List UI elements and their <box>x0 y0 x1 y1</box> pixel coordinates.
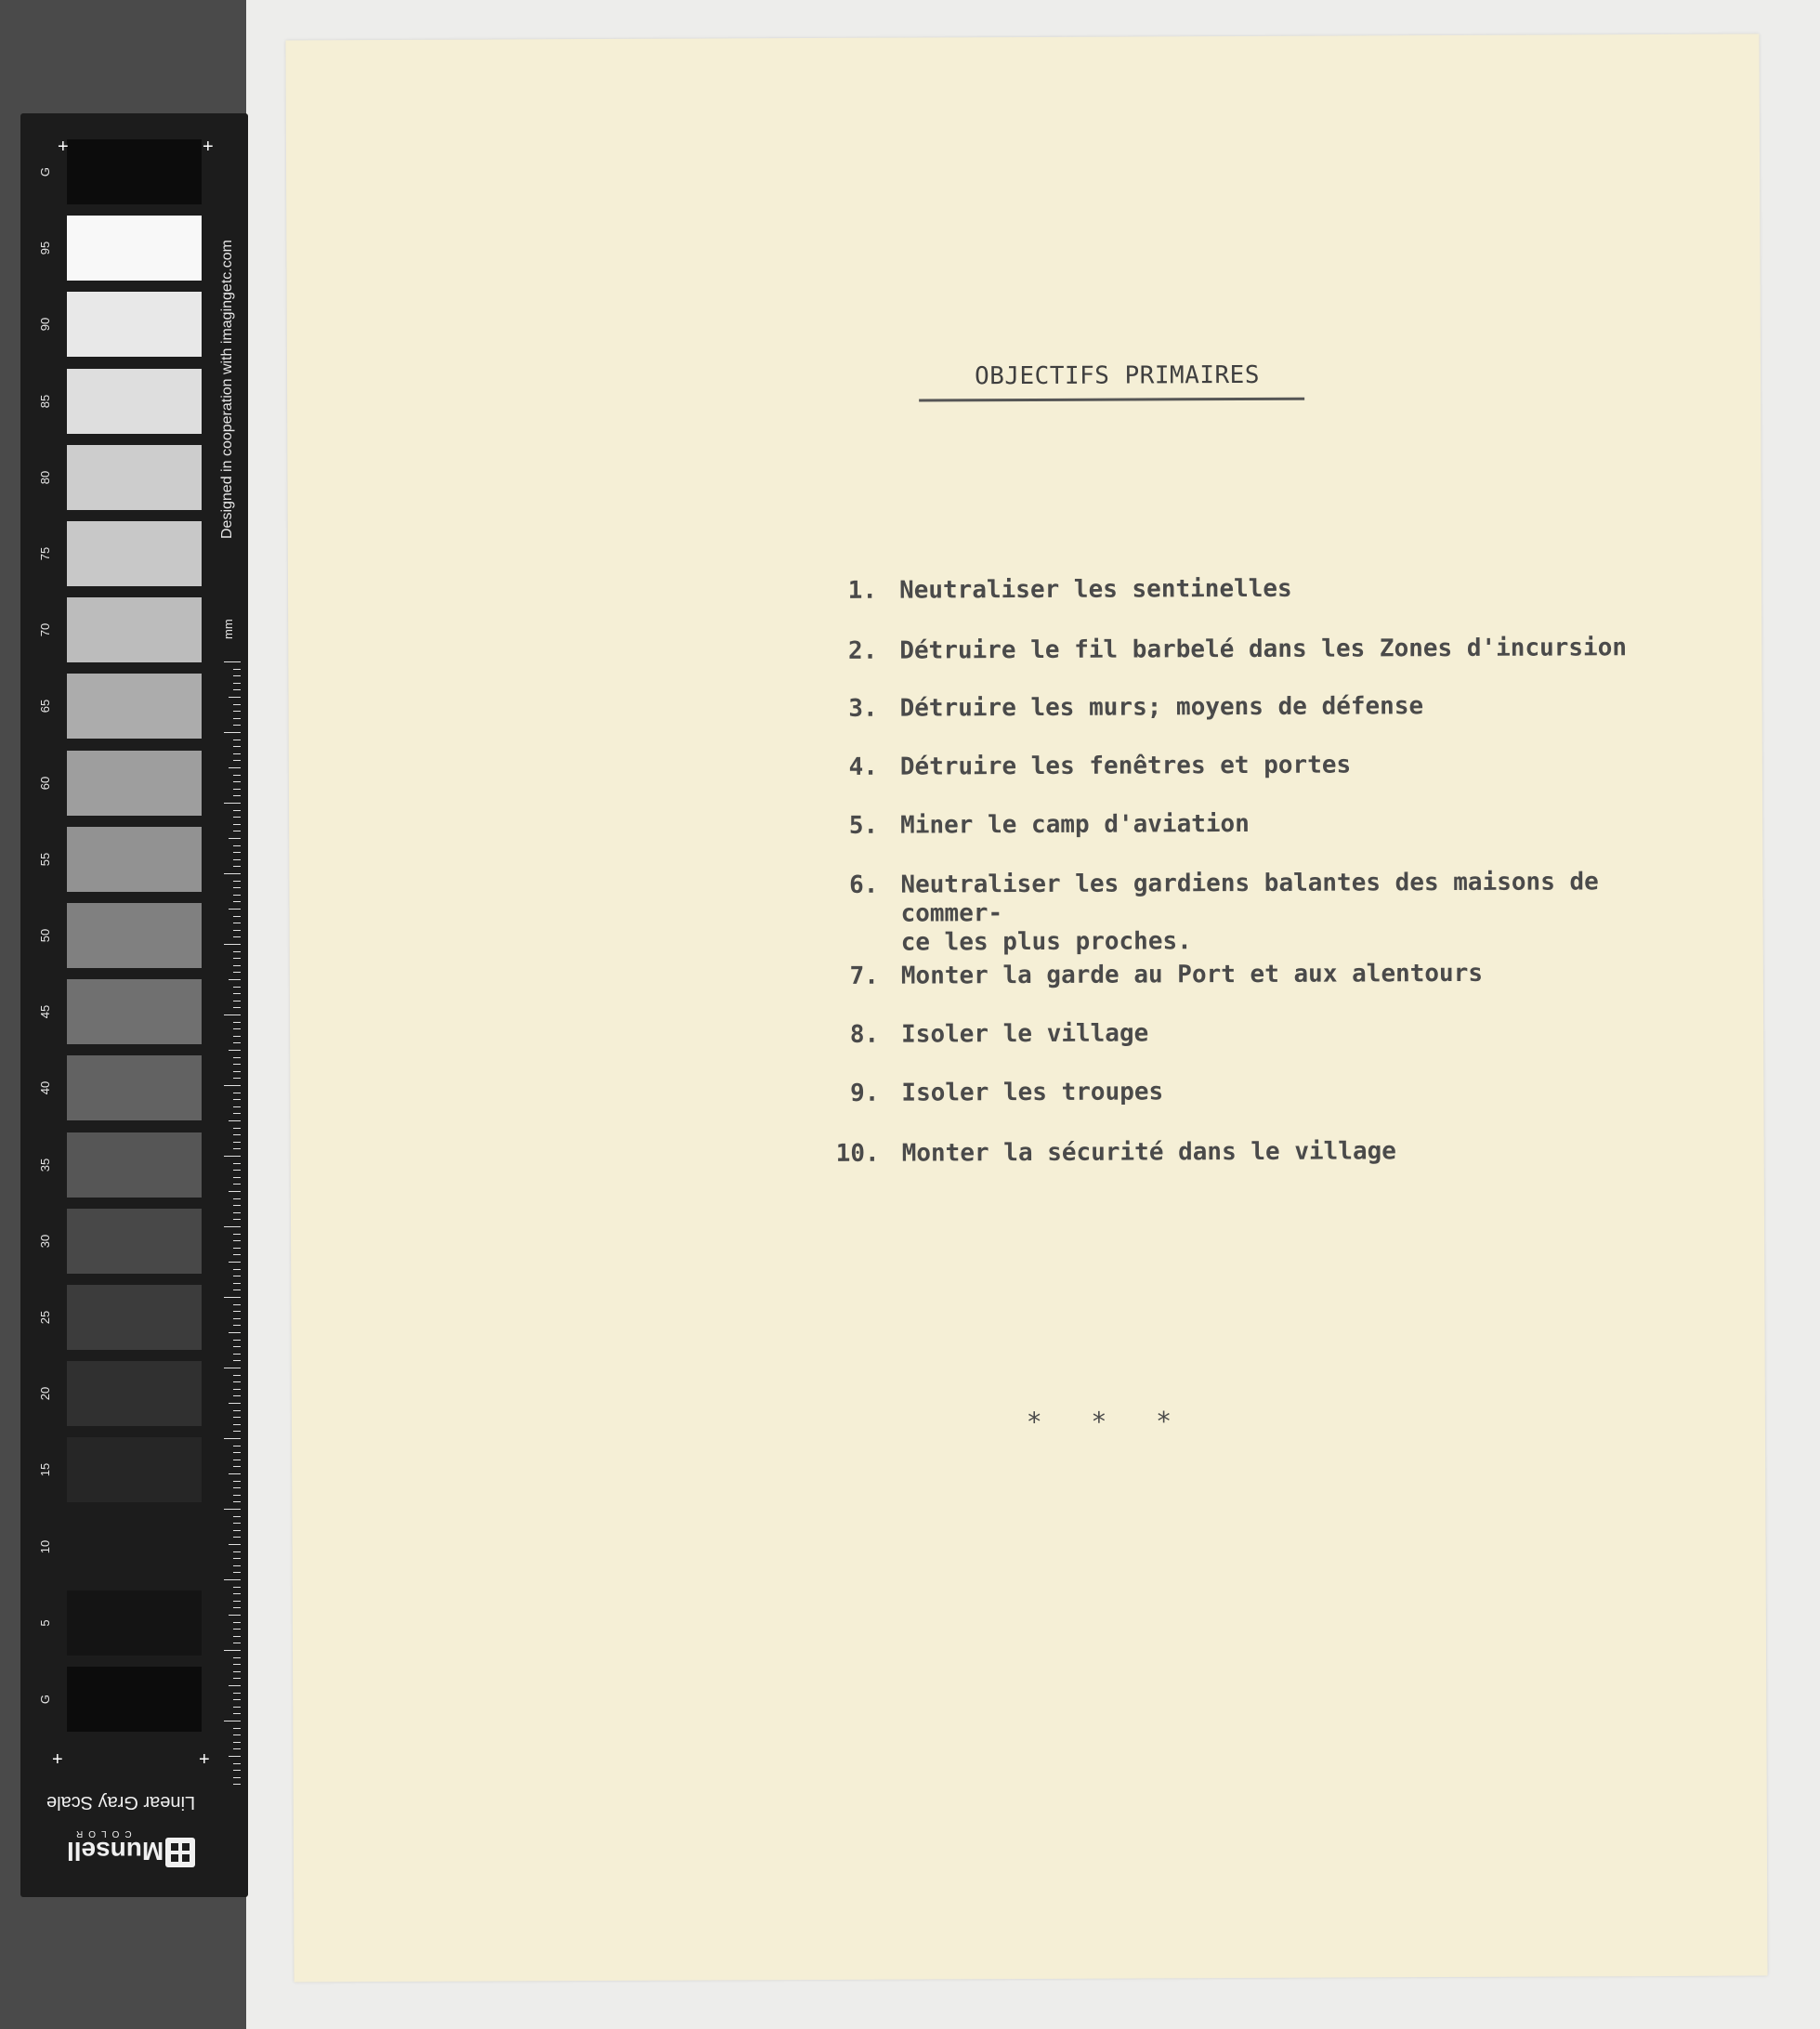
ruler-tick <box>229 1120 241 1121</box>
list-item <box>826 808 1699 840</box>
gray-patch <box>67 1285 202 1350</box>
ruler-tick <box>233 1113 241 1114</box>
ruler-tick <box>224 1156 241 1157</box>
ruler-tick <box>233 1770 241 1771</box>
item-number: 4. <box>848 753 878 781</box>
title-underline <box>919 398 1304 402</box>
ruler-tick <box>233 916 241 917</box>
item-text: Neutraliser les gardiens balantes des maisons de commer- ce les plus proches. <box>900 868 1599 957</box>
munsell-logo-icon <box>165 1838 195 1867</box>
item-text: Détruire les murs; moyens de défense <box>899 692 1424 723</box>
item-text: Neutraliser les sentinelles <box>898 574 1292 605</box>
ruler-tick <box>233 1565 241 1566</box>
gray-patch-label: 5 <box>38 1619 52 1627</box>
ruler-tick <box>224 1014 241 1015</box>
gray-patch <box>67 445 202 510</box>
gray-patch-label: 25 <box>38 1310 52 1325</box>
gray-patch <box>67 1132 202 1198</box>
ruler-tick <box>233 1128 241 1129</box>
ruler-tick <box>229 979 241 980</box>
item-text: Monter la sécurité dans le village <box>901 1137 1396 1168</box>
ruler-tick <box>233 845 241 846</box>
ruler-tick <box>233 1742 241 1743</box>
ruler-tick <box>233 1657 241 1658</box>
item-text: Détruire les fenêtres et portes <box>899 751 1352 781</box>
ruler-tick <box>233 1234 241 1235</box>
ruler-tick <box>233 866 241 867</box>
scale-title: Linear Gray Scale <box>46 1792 196 1813</box>
plus-mark-icon: + <box>58 137 69 157</box>
gray-patch-label: G <box>38 1694 52 1705</box>
gray-patch-label: G <box>38 166 52 177</box>
gray-patch-label: 95 <box>38 241 52 255</box>
ruler-tick <box>233 1424 241 1425</box>
ruler-tick <box>233 1022 241 1023</box>
gray-patch <box>67 1437 202 1502</box>
ruler-tick <box>233 1487 241 1488</box>
ruler-tick <box>233 1325 241 1326</box>
ruler-tick <box>233 1318 241 1319</box>
gray-patch <box>67 139 202 204</box>
gray-patch-label: 45 <box>38 1004 52 1019</box>
ruler-tick <box>233 1587 241 1588</box>
item-text: Détruire le fil barbelé dans les Zones d'incursion <box>899 634 1628 665</box>
ruler-tick <box>233 1198 241 1199</box>
ruler-tick <box>233 1106 241 1107</box>
ruler-tick <box>233 1784 241 1785</box>
plus-mark-icon: + <box>199 1749 210 1770</box>
list-item <box>827 1076 1700 1107</box>
list-item <box>826 691 1699 723</box>
ruler-tick <box>233 1763 241 1764</box>
ruler-tick <box>233 1530 241 1531</box>
ruler-tick <box>233 1346 241 1347</box>
ruler-tick <box>233 1601 241 1602</box>
ruler-tick <box>224 873 241 874</box>
ruler-tick <box>233 1311 241 1312</box>
ruler-tick <box>233 711 241 712</box>
ruler-tick <box>233 930 241 931</box>
ruler-tick <box>233 1607 241 1608</box>
mm-ruler <box>206 661 248 1813</box>
gray-patch-label: 55 <box>38 852 52 867</box>
gray-patch-label: 75 <box>38 546 52 561</box>
ruler-tick <box>233 795 241 796</box>
ruler-tick <box>233 753 241 754</box>
ruler-tick <box>233 859 241 860</box>
ruler-tick <box>233 1693 241 1694</box>
ruler-tick <box>233 817 241 818</box>
ruler-tick <box>233 789 241 790</box>
ruler-tick <box>233 895 241 896</box>
ruler-tick <box>229 767 241 768</box>
ruler-tick <box>233 1036 241 1037</box>
ruler-tick <box>233 1042 241 1043</box>
ruler-tick <box>229 1332 241 1333</box>
ruler-tick <box>233 1748 241 1749</box>
ruler-tick <box>229 1685 241 1686</box>
ruler-tick <box>224 1579 241 1580</box>
list-item <box>825 634 1698 665</box>
gray-patch-label: 10 <box>38 1539 52 1553</box>
ruler-tick <box>233 775 241 776</box>
ruler-tick <box>233 1410 241 1411</box>
item-number: 2. <box>847 636 878 665</box>
ruler-tick <box>224 1085 241 1086</box>
ruler-tick <box>233 1163 241 1164</box>
gray-patch <box>67 827 202 892</box>
plus-mark-icon: + <box>203 137 214 157</box>
ruler-tick <box>233 1028 241 1029</box>
ruler-tick <box>229 838 241 839</box>
list-item <box>825 573 1698 605</box>
item-number: 1. <box>847 576 878 605</box>
gray-patch <box>67 1667 202 1732</box>
ruler-tick <box>233 1516 241 1517</box>
ruler-tick <box>229 1544 241 1545</box>
list-item <box>826 868 1699 957</box>
ruler-tick <box>233 1148 241 1149</box>
ruler-tick <box>233 958 241 959</box>
ruler-tick <box>233 1142 241 1143</box>
ruler-tick <box>229 909 241 910</box>
gray-patch <box>67 1055 202 1120</box>
gray-patch-label: 30 <box>38 1234 52 1249</box>
ruler-tick <box>233 1395 241 1396</box>
ruler-tick <box>233 1212 241 1213</box>
ruler-tick <box>224 1297 241 1298</box>
ruler-tick <box>233 951 241 952</box>
ruler-tick <box>233 725 241 726</box>
ruler-tick <box>233 1064 241 1065</box>
ruler-tick <box>233 1671 241 1672</box>
gray-patch <box>67 597 202 662</box>
page-title: OBJECTIFS PRIMAIRES <box>974 360 1261 391</box>
ruler-tick <box>233 1728 241 1729</box>
gray-patch <box>67 369 202 434</box>
item-number: 3. <box>848 694 878 723</box>
ruler-tick <box>233 1734 241 1735</box>
gray-patch-label: 90 <box>38 318 52 332</box>
ruler-tick <box>233 1664 241 1665</box>
brand-name: Munsell <box>67 1837 164 1865</box>
gray-scale-card <box>20 113 248 1897</box>
ruler-tick <box>233 1777 241 1778</box>
ruler-tick <box>233 887 241 888</box>
ruler-tick <box>233 1707 241 1708</box>
ruler-tick <box>233 746 241 747</box>
ruler-tick <box>233 1134 241 1135</box>
ruler-tick <box>233 669 241 670</box>
ruler-tick <box>233 1629 241 1630</box>
ruler-tick <box>233 1537 241 1538</box>
ruler-tick <box>233 704 241 705</box>
ruler-tick <box>233 1452 241 1453</box>
ruler-tick <box>224 803 241 804</box>
ruler-tick <box>233 901 241 902</box>
ruler-tick <box>229 697 241 698</box>
item-number: 5. <box>848 811 879 840</box>
ruler-tick <box>233 1177 241 1178</box>
ruler-tick <box>233 824 241 825</box>
brand-subtitle: COLOR <box>71 1828 132 1839</box>
gray-patch-label: 50 <box>38 928 52 943</box>
ruler-tick <box>233 1699 241 1700</box>
list-item <box>826 750 1699 781</box>
end-mark: * * * <box>1026 1406 1189 1438</box>
ruler-tick <box>233 1354 241 1355</box>
ruler-tick <box>233 1283 241 1284</box>
list-item <box>827 1017 1700 1049</box>
ruler-tick <box>233 852 241 853</box>
ruler-tick <box>233 1375 241 1376</box>
ruler-tick <box>233 1636 241 1637</box>
ruler-tick <box>233 881 241 882</box>
ruler-tick <box>233 987 241 988</box>
ruler-tick <box>233 1099 241 1100</box>
ruler-tick <box>229 1403 241 1404</box>
ruler-tick <box>233 1289 241 1290</box>
objectives-list <box>825 573 1698 1168</box>
gray-patch-label: 65 <box>38 700 52 713</box>
ruler-tick <box>233 1269 241 1270</box>
ruler-tick <box>233 1558 241 1559</box>
gray-patch <box>67 521 202 586</box>
ruler-tick <box>233 675 241 676</box>
ruler-tick <box>233 1071 241 1072</box>
gray-patch <box>67 979 202 1044</box>
ruler-tick <box>233 1523 241 1524</box>
gray-patch-label: 35 <box>38 1158 52 1172</box>
ruler-tick <box>229 1191 241 1192</box>
gray-patch <box>67 216 202 281</box>
ruler-tick <box>233 1078 241 1079</box>
ruler-tick <box>233 683 241 684</box>
ruler-tick <box>233 1466 241 1467</box>
ruler-tick <box>233 1431 241 1432</box>
ruler-tick <box>233 965 241 966</box>
ruler-tick <box>233 1304 241 1305</box>
document-page <box>285 34 1767 1983</box>
ruler-tick <box>233 1495 241 1496</box>
ruler-tick <box>233 810 241 811</box>
ruler-tick <box>233 718 241 719</box>
item-number: 8. <box>849 1020 880 1049</box>
ruler-tick <box>229 1262 241 1263</box>
ruler-tick <box>233 1572 241 1573</box>
ruler-tick <box>229 1050 241 1051</box>
ruler-tick <box>224 732 241 733</box>
ruler-tick <box>233 1248 241 1249</box>
ruler-tick <box>233 1551 241 1552</box>
gray-patch <box>67 292 202 357</box>
ruler-tick <box>233 1170 241 1171</box>
ruler-tick <box>233 1713 241 1714</box>
ruler-tick <box>233 1389 241 1390</box>
item-text: Isoler le village <box>901 1019 1149 1049</box>
ruler-tick <box>233 760 241 761</box>
ruler-tick <box>233 781 241 782</box>
ruler-tick <box>233 936 241 937</box>
gray-patch <box>67 1209 202 1274</box>
gray-patch <box>67 751 202 816</box>
ruler-tick <box>233 1481 241 1482</box>
ruler-tick <box>233 1417 241 1418</box>
item-number: 9. <box>850 1079 880 1107</box>
gray-patch-label: 70 <box>38 622 52 637</box>
ruler-tick <box>233 1184 241 1185</box>
ruler-tick <box>233 1501 241 1502</box>
ruler-tick <box>233 1219 241 1220</box>
ruler-unit-label: mm <box>221 619 235 639</box>
ruler-tick <box>224 1650 241 1651</box>
ruler-tick <box>233 1254 241 1255</box>
item-text: Miner le camp d'aviation <box>900 809 1250 840</box>
plus-mark-icon: + <box>52 1749 63 1770</box>
ruler-tick <box>233 689 241 690</box>
ruler-tick <box>233 1057 241 1058</box>
gray-patch <box>67 1514 202 1579</box>
item-text: Monter la garde au Port et aux alentours <box>900 959 1484 990</box>
gray-patch-label: 40 <box>38 1081 52 1095</box>
ruler-tick <box>233 1593 241 1594</box>
ruler-tick <box>224 1509 241 1510</box>
gray-patch-label: 85 <box>38 394 52 408</box>
ruler-tick <box>233 1622 241 1623</box>
gray-patch-label: 60 <box>38 776 52 790</box>
gray-patch <box>67 1361 202 1426</box>
ruler-tick <box>233 1205 241 1206</box>
item-number: 6. <box>849 871 879 899</box>
ruler-tick <box>233 1007 241 1008</box>
ruler-tick <box>229 1473 241 1474</box>
gray-patch <box>67 903 202 968</box>
gray-patch <box>67 674 202 739</box>
ruler-tick <box>233 1678 241 1679</box>
ruler-tick <box>229 1615 241 1616</box>
ruler-tick <box>233 1360 241 1361</box>
ruler-tick <box>233 1240 241 1241</box>
gray-patch-label: 20 <box>38 1386 52 1401</box>
ruler-tick <box>224 661 241 662</box>
item-number: 7. <box>849 962 879 990</box>
ruler-tick <box>229 1756 241 1757</box>
ruler-tick <box>224 944 241 945</box>
list-item <box>828 1136 1701 1168</box>
gray-patch-label: 15 <box>38 1463 52 1477</box>
scale-credit-text: Designed in cooperation with imagingetc.com <box>219 240 235 539</box>
item-number: 10. <box>835 1139 880 1168</box>
ruler-tick <box>233 972 241 973</box>
gray-patch <box>67 1590 202 1656</box>
gray-patch-label: 80 <box>38 470 52 485</box>
ruler-tick <box>233 1381 241 1382</box>
ruler-tick <box>233 993 241 994</box>
ruler-tick <box>233 1340 241 1341</box>
list-item <box>827 959 1700 990</box>
ruler-tick <box>224 1438 241 1439</box>
ruler-tick <box>224 1226 241 1227</box>
item-text: Isoler les troupes <box>901 1078 1164 1107</box>
